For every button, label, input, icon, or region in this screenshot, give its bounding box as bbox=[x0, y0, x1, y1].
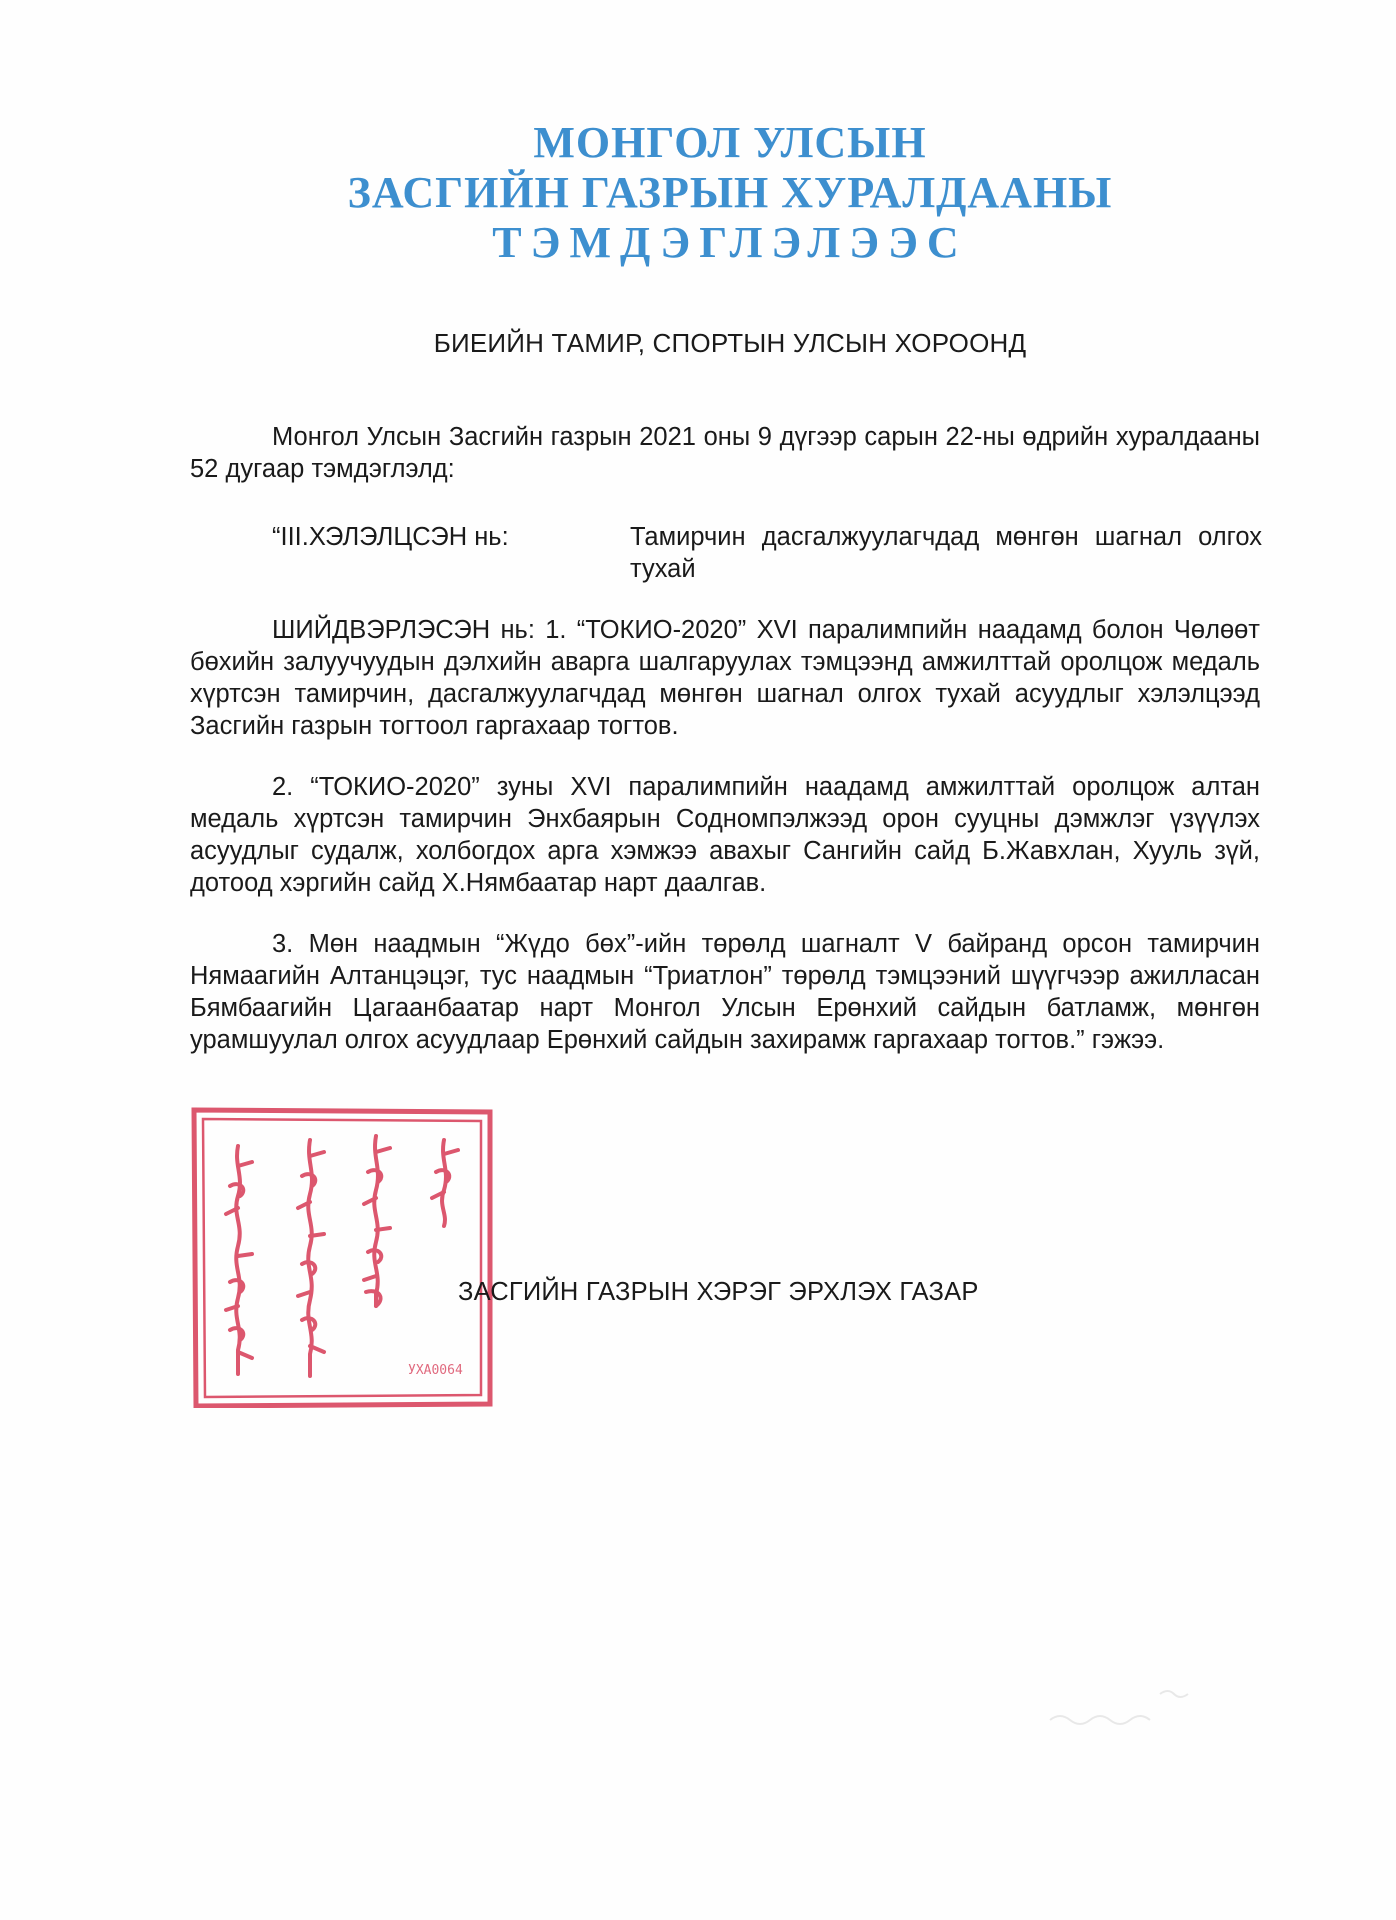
official-stamp bbox=[190, 1106, 494, 1408]
decision-3-paragraph bbox=[190, 928, 1260, 1056]
decision-1-text: ШИЙДВЭРЛЭСЭН нь: 1. “ТОКИО-2020” XVI паралимпийн наадамд болон Чөлөөт бөхийн залуучуудын дэлхийн аварга шалгаруулах тэмцээнд амжилттай оролцож медаль хүртсэн тамирчин, дасгалжуулагчдад мөнгөн шагнал олгох тухай асуудлыг хэлэлцээд Засгийн газрын тогтоол гаргахаар тогтов. bbox=[190, 616, 1260, 740]
decision-3-text: 3. Мөн наадмын “Жүдо бөх”-ийн төрөлд шагналт V байранд орсон тамирчин Нямаагийн Алтанцэцэг, тус наадмын “Триатлон” төрөлд тэмцээний шүүгчээр ажилласан Бямбаагийн Цагаанбаатар нарт Монгол Улсын Ерөнхий сайдын батламж, мөнгөн урамшуулал олгох асуудлаар Ерөнхий сайдын захирамж гаргахаар тогтов.” гэжээ. bbox=[190, 930, 1260, 1054]
letterhead-line-country: МОНГОЛ УЛСЫН bbox=[533, 118, 927, 167]
recipient-heading: БИЕИЙН ТАМИР, СПОРТЫН УЛСЫН ХОРООНД bbox=[433, 328, 1027, 358]
signature-office: ЗАСГИЙН ГАЗРЫН ХЭРЭГ ЭРХЛЭХ ГАЗАР bbox=[458, 1278, 979, 1306]
discussed-subject: Тамирчин дасгалжуулагчдад мөнгөн шагнал олгох тухай bbox=[630, 523, 1262, 583]
intro-paragraph bbox=[190, 421, 1260, 485]
decision-2-paragraph bbox=[190, 771, 1260, 899]
letterhead-line-minutes: ТЭМДЭГЛЭЛЭЭС bbox=[492, 218, 968, 267]
decision-2-text: 2. “ТОКИО-2020” зуны XVI паралимпийн наадамд амжилттай оролцож алтан медаль хүртсэн тамирчин Энхбаярын Содномпэлжээд орон сууцны дэмжлэг үзүүлэх асуудлыг судалж, холбогдох арга хэмжээ авахыг Сангийн сайд Б.Жавхлан, Хууль зүй, дотоод хэргийн сайд Х.Нямбаатар нарт даалгав. bbox=[190, 773, 1260, 897]
decision-1-paragraph bbox=[190, 614, 1260, 742]
discussed-label: “III.ХЭЛЭЛЦСЭН нь: bbox=[272, 523, 509, 551]
stamp-code: УХА0064 bbox=[408, 1363, 463, 1378]
letterhead bbox=[0, 118, 1396, 268]
letterhead-line-government: ЗАСГИЙН ГАЗРЫН ХУРАЛДААНЫ bbox=[347, 168, 1113, 217]
intro-text: Монгол Улсын Засгийн газрын 2021 оны 9 дүгээр сарын 22-ны өдрийн хуралдааны 52 дугаар тэмдэглэлд: bbox=[190, 423, 1260, 483]
faint-pencil-marks bbox=[1040, 1680, 1210, 1740]
